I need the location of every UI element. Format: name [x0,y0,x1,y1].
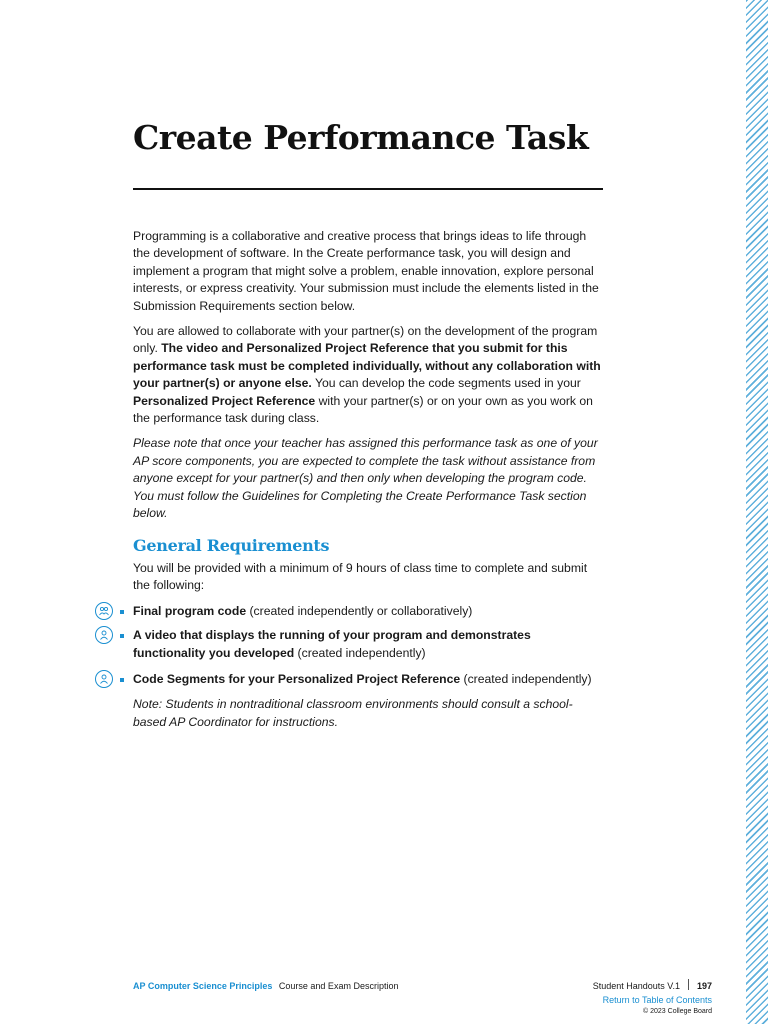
copyright: © 2023 College Board [643,1008,712,1015]
group-icon [95,602,113,620]
intro-paragraph-1: Programming is a collaborative and creative process that brings ideas to life through the development of software. In the Create performance task, you will design and implement a program that might solve a problem, enable innovation, explore personal interests, or express creativity. Your submission must include the elements listed in the Submission Requirements section below. [133,229,599,313]
person-icon [95,670,113,688]
footer-course [133,979,398,993]
general-requirements-heading: General Requirements [133,535,330,555]
return-to-toc-link[interactable]: Return to Table of Contents [602,995,712,1005]
page-number: 197 [696,981,712,991]
footer-separator [688,979,689,990]
requirement-item: Final program code (created independently or collaboratively) [133,603,605,620]
footer-course-desc: Course and Exam Description [278,981,399,991]
title-divider [133,188,603,190]
intro-paragraph-2: You are allowed to collaborate with your partner(s) on the development of the program only. The video and Personalized Project Reference that you submit for this performance task must be completed individually, without any collaboration with your partner(s) or anyone else. You can develop the code segments used in your Personalized Project Reference with your partner(s) or on your own as you work on the performance task during class. [133,324,601,426]
decorative-stripe [746,0,768,1024]
person-icon [95,626,113,644]
requirement-item: Code Segments for your Personalized Project Reference (created independently) [133,671,605,688]
requirement-item: A video that displays the running of your program and demonstrates functionality you developed (created independently) [133,627,605,662]
footer-page-info [593,979,712,1017]
main-content [133,228,605,739]
list-bullet [120,678,124,682]
list-bullet [120,634,124,638]
requirements-note: Note: Students in nontraditional classroom environments should consult a school-based AP Coordinator for instructions. [133,697,573,729]
list-bullet [120,610,124,614]
general-requirements-lead: You will be provided with a minimum of 9 hours of class time to complete and submit the following: [133,560,588,593]
page-title: Create Performance Task [133,118,589,157]
footer-section: Student Handouts V.1 [592,981,680,991]
footer-course-name: AP Computer Science Principles [133,981,273,991]
intro-paragraph-3: Please note that once your teacher has assigned this performance task as one of your AP score components, you are expected to complete the task without assistance from anyone except for your partner(s) and then only when developing the program code. You must follow the Guidelines for Completing the Create Performance Task section below. [133,436,598,521]
requirements-list [133,603,605,689]
